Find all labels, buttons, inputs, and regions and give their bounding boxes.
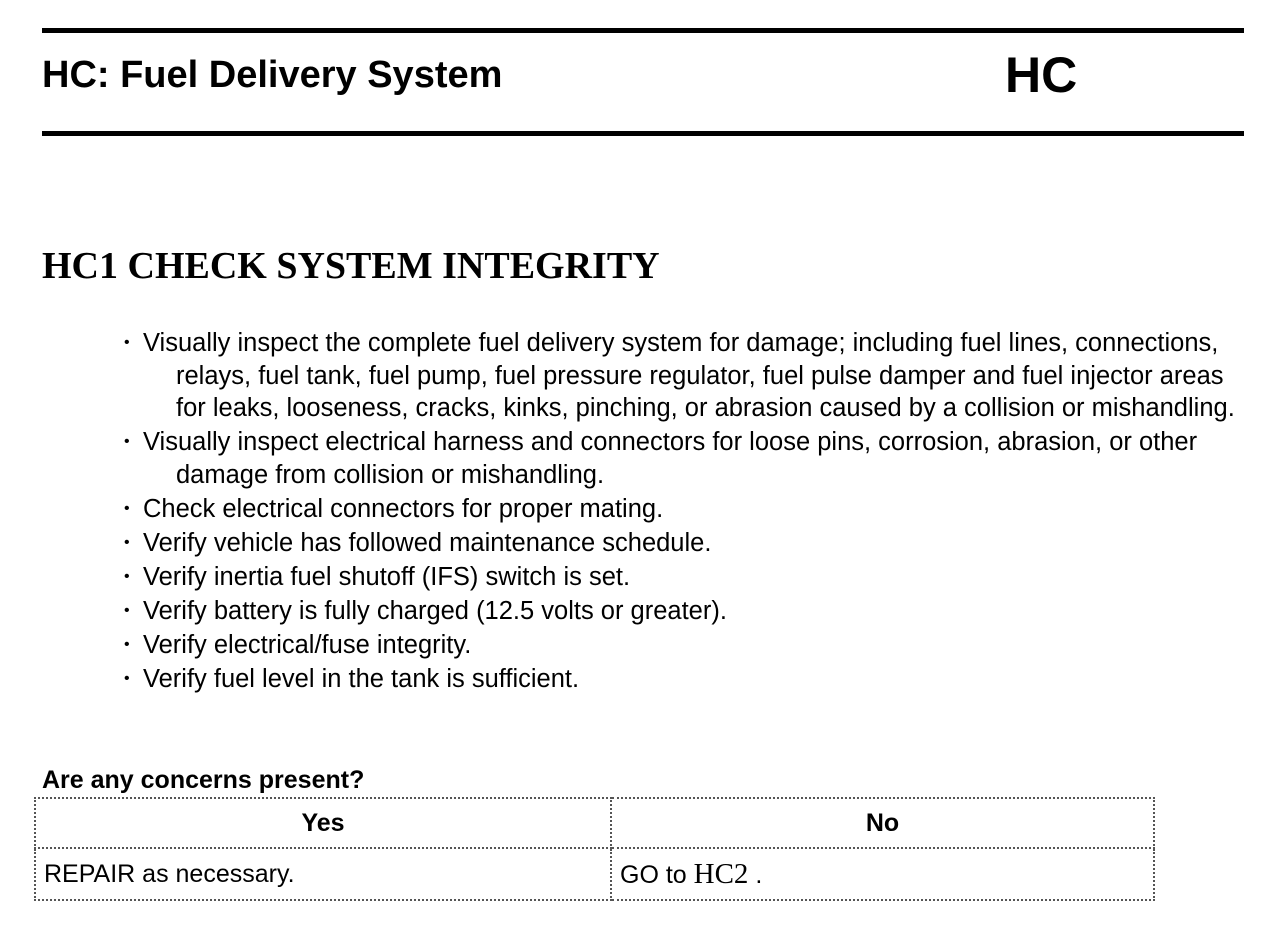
decision-table — [34, 797, 1155, 901]
inspection-list — [124, 327, 1244, 697]
yes-action: REPAIR as necessary. — [35, 848, 611, 900]
no-action-suffix: . — [755, 860, 763, 889]
section-title: HC: Fuel Delivery System — [42, 54, 503, 96]
list-item — [124, 629, 1244, 662]
bullet-icon: • — [124, 334, 130, 351]
list-item — [124, 493, 1244, 526]
step-heading: HC1 CHECK SYSTEM INTEGRITY — [42, 245, 660, 287]
list-item — [124, 663, 1244, 696]
bullet-icon: • — [124, 669, 130, 687]
bullet-icon: • — [124, 533, 130, 551]
list-item-text: Verify vehicle has followed maintenance schedule. — [143, 528, 712, 557]
decision-header-row — [35, 798, 1154, 848]
list-item-text: Verify fuel level in the tank is sufficient. — [143, 664, 580, 693]
bullet-icon: • — [124, 433, 130, 450]
list-item-text: Check electrical connectors for proper mating. — [143, 494, 664, 523]
bottom-rule — [42, 131, 1244, 136]
section-code: HC — [1005, 47, 1078, 103]
no-header: No — [611, 798, 1154, 848]
list-item-text: Verify electrical/fuse integrity. — [143, 630, 472, 659]
list-item-text: Verify battery is fully charged (12.5 volts or greater). — [143, 596, 727, 625]
no-action — [611, 848, 1154, 900]
no-action-prefix: GO to — [620, 860, 687, 889]
list-item-text: Visually inspect electrical harness and connectors for loose pins, corrosion, abrasion, or other damage from collision or mishandling. — [143, 428, 1198, 489]
list-item — [124, 327, 1244, 425]
list-item — [124, 527, 1244, 560]
decision-question: Are any concerns present? — [42, 766, 365, 794]
list-item — [124, 595, 1244, 628]
decision-action-row — [35, 848, 1154, 900]
list-item — [124, 561, 1244, 594]
hc2-link[interactable]: HC2 — [693, 857, 749, 890]
list-item-text: Verify inertia fuel shutoff (IFS) switch is set. — [143, 562, 631, 591]
yes-header: Yes — [35, 798, 611, 848]
top-rule — [42, 28, 1244, 33]
bullet-icon: • — [124, 601, 130, 619]
list-item-text: Visually inspect the complete fuel delivery system for damage; including fuel lines, connections, relays, fuel tank, fuel pump, fuel pressure regulator, fuel pulse damper and fuel injector areas for leaks, looseness, cracks, kinks, pinching, or abrasion caused by a collision or mishandling. — [143, 329, 1235, 422]
bullet-icon: • — [124, 499, 130, 517]
list-item — [124, 426, 1244, 491]
bullet-icon: • — [124, 567, 130, 585]
bullet-icon: • — [124, 635, 130, 653]
